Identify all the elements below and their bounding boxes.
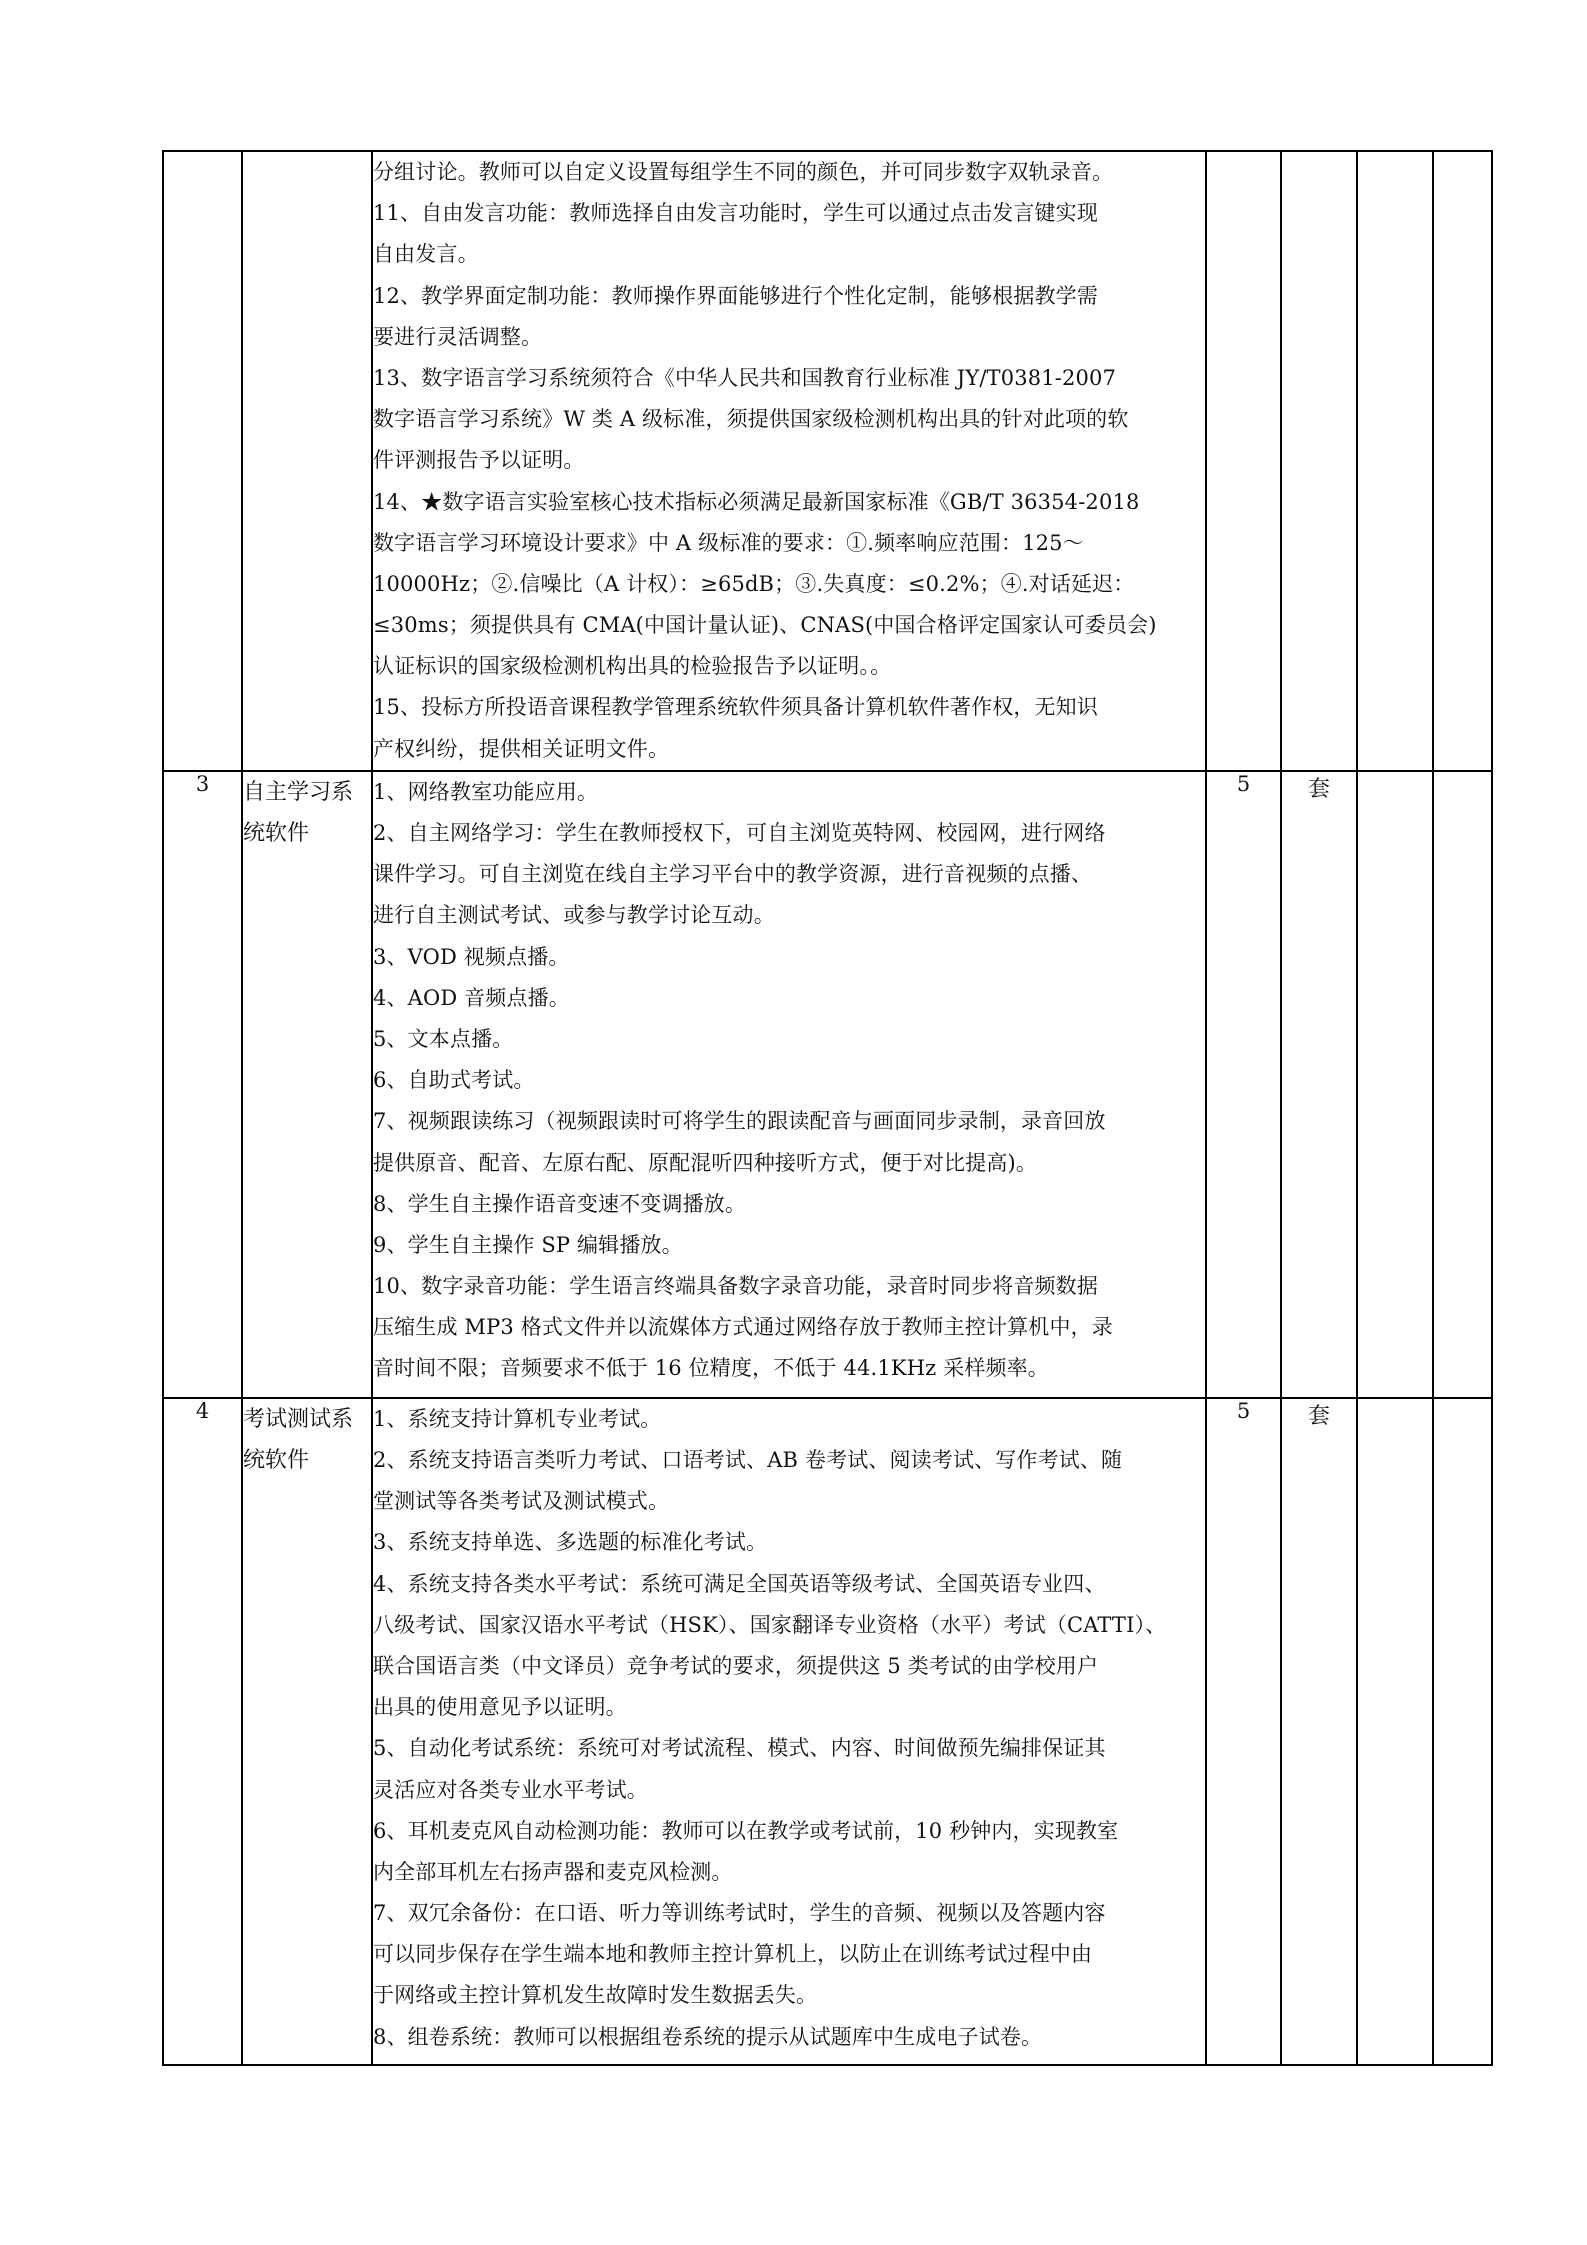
item-spec-cell xyxy=(372,1398,1206,2065)
unit-cell: 套 xyxy=(1281,1398,1357,2065)
quantity-cell: 5 xyxy=(1206,1398,1281,2065)
unit-price-cell xyxy=(1357,771,1433,1398)
remark-cell xyxy=(1433,1398,1492,2065)
spec-line: ≤30ms；须提供具有 CMA(中国计量认证)、CNAS(中国合格评定国家认可委员会) xyxy=(373,613,1157,638)
spec-line: 联合国语言类（中文译员）竞争考试的要求，须提供这 5 类考试的由学校用户 xyxy=(373,1653,1099,1678)
spec-line: 10000Hz；②.信噪比（A 计权）：≥65dB；③.失真度：≤0.2%；④.对话延迟： xyxy=(373,571,1135,596)
spec-line: 分组讨论。教师可以自定义设置每组学生不同的颜色，并可同步数字双轨录音。 xyxy=(373,160,1114,184)
spec-line: 可以同步保存在学生端本地和教师主控计算机上，以防止在训练考试过程中由 xyxy=(373,1942,1093,1967)
spec-line: 于网络或主控计算机发生故障时发生数据丢失。 xyxy=(373,1983,818,2008)
spec-line: 要进行灵活调整。 xyxy=(373,324,543,349)
quantity-cell: 5 xyxy=(1206,771,1281,1398)
item-name-cell: 自主学习系统软件 xyxy=(242,771,372,1398)
spec-line: 12、教学界面定制功能：教师操作界面能够进行个性化定制，能够根据教学需 xyxy=(373,283,1098,308)
spec-line: 8、组卷系统：教师可以根据组卷系统的提示从试题库中生成电子试卷。 xyxy=(373,2024,1043,2049)
spec-line: 进行自主测试考试、或参与教学讨论互动。 xyxy=(373,903,775,928)
spec-line: 出具的使用意见予以证明。 xyxy=(373,1695,627,1720)
spec-line: 13、数字语言学习系统须符合《中华人民共和国教育行业标准 JY/T0381-2007 xyxy=(373,365,1117,390)
unit-cell: 套 xyxy=(1281,771,1357,1398)
spec-line: 产权纠纷，提供相关证明文件。 xyxy=(373,736,670,761)
remark-cell xyxy=(1433,151,1492,771)
spec-line: 自由发言。 xyxy=(373,242,479,267)
item-name-cell: 考试测试系统软件 xyxy=(242,1398,372,2065)
spec-line: 9、学生自主操作 SP 编辑播放。 xyxy=(373,1232,683,1257)
spec-line: 5、自动化考试系统：系统可对考试流程、模式、内容、时间做预先编排保证其 xyxy=(373,1736,1106,1761)
quantity-cell xyxy=(1206,151,1281,771)
spec-line: 14、★数字语言实验室核心技术指标必须满足最新国家标准《GB/T 36354-2018 xyxy=(373,489,1140,514)
spec-line: 3、系统支持单选、多选题的标准化考试。 xyxy=(373,1530,768,1555)
spec-table xyxy=(162,150,1493,2066)
spec-line: 灵活应对各类专业水平考试。 xyxy=(373,1777,648,1802)
spec-line: 7、视频跟读练习（视频跟读时可将学生的跟读配音与画面同步录制，录音回放 xyxy=(373,1109,1106,1134)
unit-price-cell xyxy=(1357,1398,1433,2065)
spec-table-body xyxy=(163,151,1492,2065)
spec-line: 音时间不限；音频要求不低于 16 位精度，不低于 44.1KHz 采样频率。 xyxy=(373,1356,1049,1381)
spec-line: 内全部耳机左右扬声器和麦克风检测。 xyxy=(373,1859,733,1884)
spec-line: 4、AOD 音频点播。 xyxy=(373,985,570,1010)
spec-line: 数字语言学习环境设计要求》中 A 级标准的要求：①.频率响应范围：125～ xyxy=(373,530,1084,555)
item-number-cell xyxy=(163,151,242,771)
spec-line: 4、系统支持各类水平考试：系统可满足全国英语等级考试、全国英语专业四、 xyxy=(373,1571,1106,1596)
spec-line: 6、自助式考试。 xyxy=(373,1068,535,1093)
spec-line: 11、自由发言功能：教师选择自由发言功能时，学生可以通过点击发言键实现 xyxy=(373,201,1098,226)
spec-line: 堂测试等各类考试及测试模式。 xyxy=(373,1489,670,1514)
spec-line: 件评测报告予以证明。 xyxy=(373,448,585,473)
spec-line: 数字语言学习系统》W 类 A 级标准，须提供国家级检测机构出具的针对此项的软 xyxy=(373,407,1129,432)
table-row xyxy=(163,771,1492,1398)
item-number-cell: 3 xyxy=(163,771,242,1398)
spec-line: 6、耳机麦克风自动检测功能：教师可以在教学或考试前，10 秒钟内，实现教室 xyxy=(373,1818,1119,1843)
spec-line: 10、数字录音功能：学生语言终端具备数字录音功能，录音时同步将音频数据 xyxy=(373,1274,1098,1299)
unit-cell xyxy=(1281,151,1357,771)
spec-line: 8、学生自主操作语音变速不变调播放。 xyxy=(373,1191,747,1216)
item-spec-cell xyxy=(372,151,1206,771)
spec-line: 课件学习。可自主浏览在线自主学习平台中的教学资源，进行音视频的点播、 xyxy=(373,862,1093,887)
remark-cell xyxy=(1433,771,1492,1398)
unit-price-cell xyxy=(1357,151,1433,771)
table-row xyxy=(163,1398,1492,2065)
spec-line: 1、系统支持计算机专业考试。 xyxy=(373,1406,662,1431)
spec-line: 提供原音、配音、左原右配、原配混听四种接听方式，便于对比提高)。 xyxy=(373,1150,1037,1175)
item-spec-cell xyxy=(372,771,1206,1398)
item-name-cell xyxy=(242,151,372,771)
spec-line: 2、自主网络学习：学生在教师授权下，可自主浏览英特网、校园网，进行网络 xyxy=(373,821,1106,845)
spec-line: 7、双冗余备份：在口语、听力等训练考试时，学生的音频、视频以及答题内容 xyxy=(373,1901,1106,1926)
spec-line: 压缩生成 MP3 格式文件并以流媒体方式通过网络存放于教师主控计算机中，录 xyxy=(373,1315,1113,1340)
spec-line: 认证标识的国家级检测机构出具的检验报告予以证明。。 xyxy=(373,654,892,679)
spec-line: 八级考试、国家汉语水平考试（HSK）、国家翻译专业资格（水平）考试（CATTI）、 xyxy=(373,1612,1167,1637)
table-row xyxy=(163,151,1492,771)
spec-line: 3、VOD 视频点播。 xyxy=(373,944,570,969)
spec-line: 15、投标方所投语音课程教学管理系统软件须具备计算机软件著作权，无知识 xyxy=(373,695,1098,720)
spec-line: 5、文本点播。 xyxy=(373,1026,514,1051)
spec-line: 2、系统支持语言类听力考试、口语考试、AB 卷考试、阅读考试、写作考试、随 xyxy=(373,1448,1123,1472)
spec-line: 1、网络教室功能应用。 xyxy=(373,779,599,804)
item-number-cell: 4 xyxy=(163,1398,242,2065)
